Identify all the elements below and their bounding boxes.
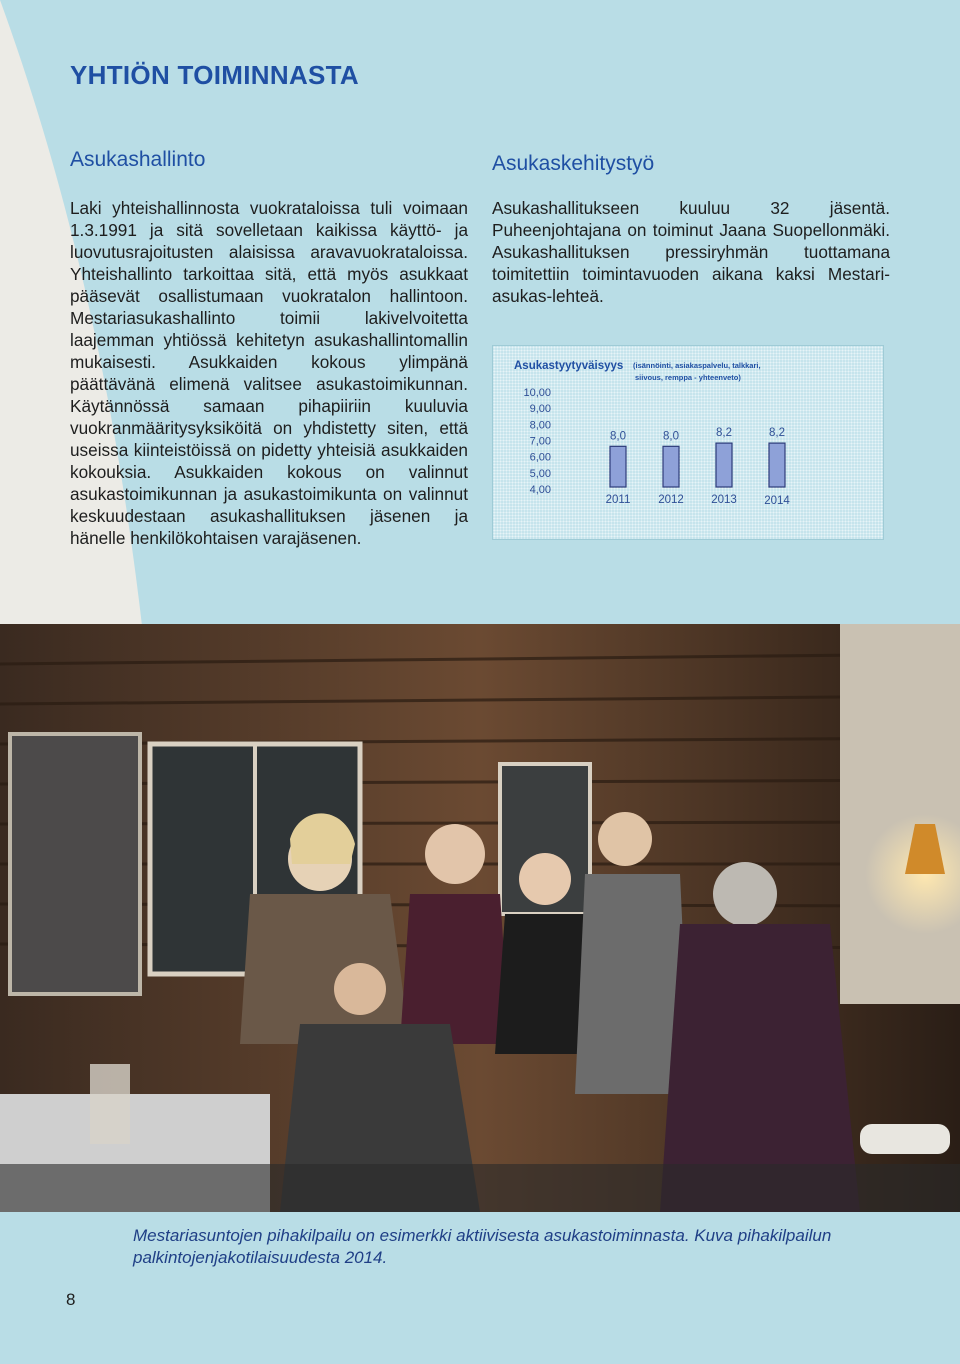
y-tick-label: 6,00 — [529, 451, 551, 464]
asukaskehitystyo-text — [492, 197, 890, 307]
event-photo — [0, 624, 960, 1212]
y-tick-label: 4,00 — [529, 484, 551, 496]
bar-2011 — [610, 446, 626, 487]
bar-value-label: 8,0 — [610, 430, 626, 443]
page-number: 8 — [66, 1290, 76, 1309]
y-tick-label: 9,00 — [529, 403, 551, 416]
section-heading-asukaskehitystyo: Asukaskehitystyö — [492, 152, 655, 175]
photo-caption: Mestariasuntojen pihakilpailu on esimerkki aktiivisesta asukastoiminnasta. Kuva pihakilpailun palkintojenjakotilaisuudesta 2014. — [133, 1226, 832, 1267]
asukashallinto-text — [70, 197, 468, 549]
satisfaction-chart — [492, 345, 884, 540]
x-tick-label: 2013 — [711, 494, 737, 506]
y-tick-label: 5,00 — [529, 467, 551, 480]
chart-title: Asukastyytyväisyys — [514, 360, 624, 372]
section-heading-asukashallinto: Asukashallinto — [70, 148, 206, 171]
asukaskehitystyo-paragraph: Asukashallitukseen kuuluu 32 jäsentä. Puheenjohtajana on toiminut Jaana Suopellonmäki. Asukashallituksen pressiryhmän tuottamana toimitettiin toimintavuoden aikana kaksi Mestari-asukas-lehteä. — [492, 198, 890, 306]
event-photo-image — [0, 624, 960, 1212]
page-title: YHTIÖN TOIMINNASTA — [70, 60, 359, 90]
x-tick-label: 2011 — [605, 494, 631, 506]
satisfaction-chart-svg — [493, 346, 885, 541]
x-tick-label: 2012 — [658, 494, 684, 506]
bar-value-label: 8,2 — [769, 427, 785, 440]
bar-2014 — [769, 443, 785, 487]
x-tick-label: 2014 — [764, 495, 790, 507]
bar-2013 — [716, 443, 732, 487]
chart-subtitle-line-1: (isännöinti, asiakaspalvelu, talkkari, — [633, 361, 761, 370]
bar-2012 — [663, 446, 679, 487]
y-tick-label: 7,00 — [529, 435, 551, 448]
y-tick-label: 10,00 — [523, 387, 551, 399]
chart-subtitle-line-2: siivous, remppa - yhteenveto) — [635, 373, 741, 382]
asukashallinto-paragraph: Laki yhteishallinnosta vuokrataloissa tuli voimaan 1.3.1991 ja sitä sovelletaan kaikissa käyttö- ja luovutusrajoitusten alaisissa aravavuokrataloissa. Yhteishallinto tarkoittaa sitä, että myös asukkaat pääsevät osallistumaan vuokratalon hallintoon. Mestariasukashallinto toimii lakivelvoitetta laajemman yhtiössä kehitetyn asukashallintomallin mukaisesti. Asukkaiden kokous ylimpänä päättävänä elimenä valitsee asukastoimikunnan. Käytännössä samaan pihapiiriin kuuluvia vuokranmääritysyksiköitä on yhdistetty siten, että useissa kiinteistöissä on pidetty yhteisiä asukkaiden kokouksia. Asukkaiden kokous on valinnut asukastoimikunnan ja asukastoimikunta on valinnut keskuudestaan asukashallituksen jäsenen ja hänelle henkilökohtaisen varajäsenen. — [70, 198, 468, 548]
bar-value-label: 8,2 — [716, 427, 732, 440]
bar-value-label: 8,0 — [663, 430, 679, 443]
y-tick-label: 8,00 — [529, 419, 551, 432]
